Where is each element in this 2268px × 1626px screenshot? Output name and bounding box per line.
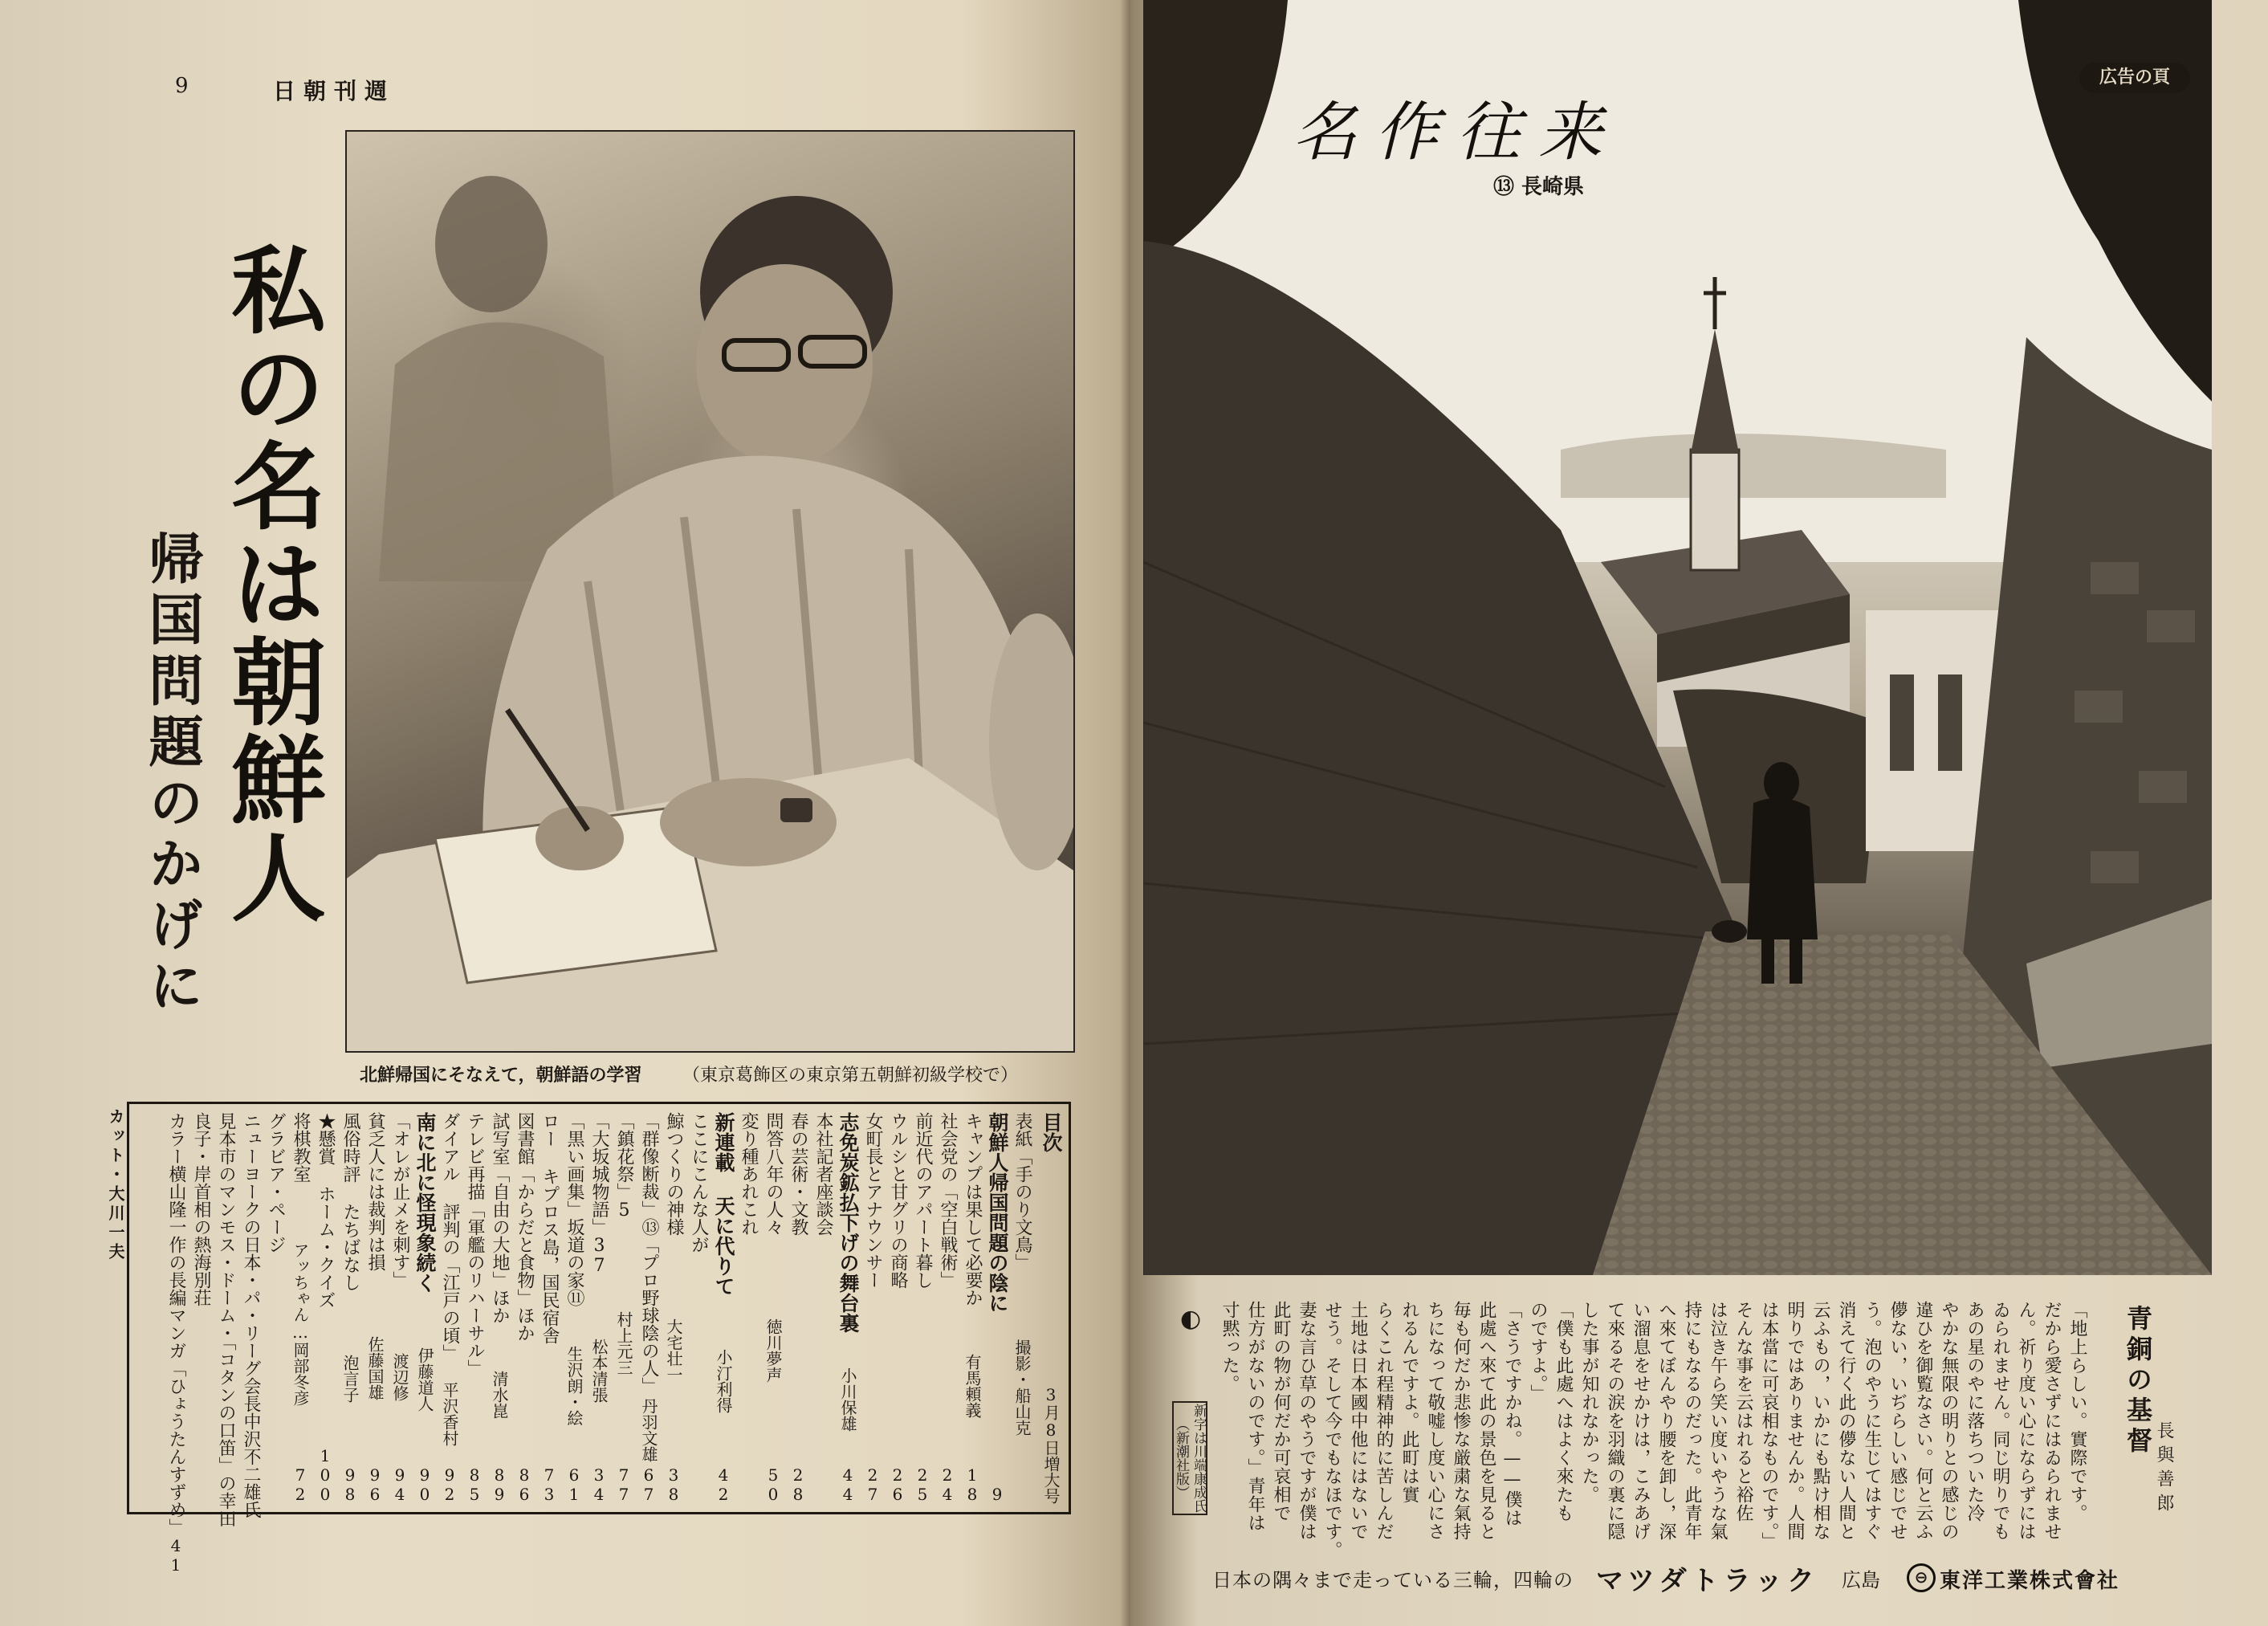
toc-entry[interactable] xyxy=(588,1112,610,1504)
story-column: 違ひを御覧なさい。何と云ふ xyxy=(1913,1301,1933,1541)
toc-entry-page: 24 xyxy=(938,1465,957,1504)
toc-entry-title: 社会党の「空白戦術」 xyxy=(938,1112,958,1289)
toc-entry-title: 貧乏人には裁判は損 xyxy=(365,1112,385,1271)
toc-header xyxy=(1040,1112,1062,1504)
story-source-box xyxy=(1172,1401,1207,1515)
company-logo-icon: ⊖ xyxy=(1907,1563,1936,1592)
toc-entry[interactable] xyxy=(189,1112,212,1504)
toc-entry-page: 86 xyxy=(515,1465,534,1504)
photo-figures xyxy=(347,132,1073,1051)
headline: 私の名は朝鮮人 xyxy=(215,241,326,927)
toc-entry-page: 61 xyxy=(564,1465,584,1504)
toc-entry[interactable] xyxy=(986,1112,1008,1504)
toc-entry-title: 良子・岸首相の熱海別荘 xyxy=(191,1112,211,1306)
toc-entry[interactable] xyxy=(936,1112,959,1504)
toc-entry-title: キャンプは果して必要か xyxy=(963,1112,983,1306)
story-author: 長與善郎 xyxy=(2154,1421,2174,1518)
story-title: 青銅の基督 xyxy=(2123,1305,2153,1457)
story-column: へ來てぼんやり腰を卸し，深 xyxy=(1656,1301,1676,1541)
toc-entry-title: ★懸賞 ホーム・クイズ xyxy=(316,1112,336,1309)
toc-entry[interactable] xyxy=(438,1112,461,1504)
story-column: 消えて行く此の儚ない人間と xyxy=(1836,1301,1856,1541)
toc-entry[interactable] xyxy=(364,1112,386,1504)
toc-entry-title: 鯨つくりの神様 xyxy=(664,1112,684,1236)
toc-entry-title: 春の芸術・文教 xyxy=(788,1112,808,1236)
toc-entry-page: 90 xyxy=(415,1465,434,1504)
toc-entry-author: アッちゃん…岡部冬彦 xyxy=(291,1242,310,1406)
story-column: した事が知れなかった。 xyxy=(1579,1301,1599,1504)
toc-entry[interactable] xyxy=(239,1112,262,1518)
toc-entry-page: 41 xyxy=(166,1536,185,1575)
toc-entry-page: 73 xyxy=(540,1465,559,1504)
toc-entry[interactable] xyxy=(837,1112,859,1504)
folio-number: 9 xyxy=(175,74,189,98)
story-column: ちになって敬嘘し度い心にさ xyxy=(1425,1301,1445,1541)
story-column: 妻な言ひ草のやうですが僕は xyxy=(1297,1301,1317,1541)
toc-entry-title: 問答八年の人々 xyxy=(763,1112,784,1236)
toc-entry-title: 変り種あれこれ xyxy=(739,1112,759,1236)
story-column: ん。祈り度い心にならずには xyxy=(2016,1301,2036,1541)
series-title: 名作往来 xyxy=(1293,95,1620,169)
story-column: 寸黙った。 xyxy=(1220,1301,1240,1393)
story-column: せう。そして今でもなほです。 xyxy=(1322,1301,1342,1559)
story-column: 「さうですかね。——僕は xyxy=(1502,1301,1522,1527)
toc-entry[interactable] xyxy=(289,1112,311,1504)
toc-entry[interactable] xyxy=(637,1112,660,1504)
toc-entry-page: 96 xyxy=(365,1465,385,1504)
toc-entry-author: 平沢香村 xyxy=(440,1381,459,1446)
toc-entry[interactable] xyxy=(1011,1112,1033,1504)
footer-ad-tagline: 日本の隅々まで走っている三輪，四輪の xyxy=(1212,1569,1574,1591)
story-source: （新潮社版） xyxy=(1173,1417,1189,1499)
toc-entry-author: 小川保雄 xyxy=(838,1367,857,1432)
toc-entry-title: 風俗時評 たちばなし xyxy=(340,1112,360,1291)
toc-entry-title: 図書館「からだと食物」ほか xyxy=(515,1112,535,1342)
toc-heading: 目次 xyxy=(1040,1112,1063,1152)
toc-entry[interactable] xyxy=(538,1112,560,1504)
toc-entry-title: 女町長とアナウンサー xyxy=(863,1112,883,1289)
story-column: やかな無限の明りとの感じの xyxy=(1939,1301,1959,1541)
photo-caption: 北鮮帰国にそなえて，朝鮮語の学習 xyxy=(360,1066,642,1086)
toc-entry[interactable] xyxy=(687,1112,710,1504)
story-column: 持にもなるのだった。此青年 xyxy=(1682,1301,1702,1541)
toc-entry[interactable] xyxy=(662,1112,685,1504)
toc-entry-title: 見本市のマンモス・ドーム・「コタンの口笛」の幸田 xyxy=(216,1112,236,1527)
toc-entry-page: 28 xyxy=(788,1465,808,1504)
footer-ad-city: 広島 xyxy=(1842,1569,1880,1591)
toc-entry[interactable] xyxy=(613,1112,635,1504)
story-column: 明りではありませんか。人間 xyxy=(1785,1301,1805,1541)
toc-entry-author: 伊藤道人 xyxy=(415,1347,434,1412)
toc-entry[interactable] xyxy=(488,1112,511,1504)
toc-entry-title: ここにこんな人が xyxy=(689,1112,709,1253)
toc-entry[interactable] xyxy=(812,1112,834,1504)
toc-entry-author: 徳川夢声 xyxy=(763,1318,783,1383)
photo-caption-location: （東京葛飾区の東京第五朝鮮初級学校で） xyxy=(682,1066,1019,1086)
magazine-name: 週刊朝日 xyxy=(273,78,396,104)
toc-entry-author: 村上元三 xyxy=(614,1310,633,1375)
footer-ad-product: マツダトラック xyxy=(1596,1565,1819,1597)
decorative-mark: ◐ xyxy=(1180,1305,1202,1333)
toc-entry-author: 有馬頼義 xyxy=(963,1354,982,1418)
toc-entry[interactable] xyxy=(787,1112,809,1504)
story-column: は泣き午ら笑い度いやうな氣 xyxy=(1708,1301,1728,1541)
toc-entry-title: ウルシと甘グリの商略 xyxy=(888,1112,908,1289)
story-column: は本當に可哀相なものです。」 xyxy=(1759,1301,1779,1551)
toc-entry[interactable] xyxy=(911,1112,934,1504)
toc-entry-author: 泡言子 xyxy=(340,1354,360,1403)
toc-entry-author: 生沢朗・絵 xyxy=(564,1346,584,1426)
toc-entry[interactable] xyxy=(463,1112,486,1504)
toc-entry-page: 18 xyxy=(963,1465,982,1504)
toc-entry-page: 50 xyxy=(763,1465,783,1504)
toc-entry[interactable] xyxy=(961,1112,983,1504)
story-column: 云ふもの，いかにも點け相な xyxy=(1810,1301,1830,1541)
toc-entry-page: 98 xyxy=(340,1465,360,1504)
toc-entry-title: 新連載 天に代りて xyxy=(712,1112,735,1296)
toc-entry-page: 25 xyxy=(913,1465,932,1504)
toc-credit: カット・大川一夫 xyxy=(106,1108,125,1262)
left-page xyxy=(0,0,1130,1626)
story-column: そんな事を云はれると裕佐 xyxy=(1733,1301,1753,1522)
toc-entry-page: 38 xyxy=(664,1465,683,1504)
toc-entry[interactable] xyxy=(413,1112,436,1504)
toc-entry-page: 85 xyxy=(465,1465,484,1504)
story-column: ゐられません。同じ明りでも xyxy=(1990,1301,2010,1541)
toc-entry-title: 表紙「手のり文鳥」 xyxy=(1012,1112,1032,1271)
toc-entry-title: 本社記者座談会 xyxy=(813,1112,833,1236)
table-of-contents xyxy=(127,1102,1071,1575)
toc-entry-page: 67 xyxy=(639,1465,658,1504)
story-column: れるんですよ。此町は實 xyxy=(1399,1301,1419,1504)
toc-entry-author: 丹羽文雄 xyxy=(639,1398,658,1462)
toc-entry-page: 92 xyxy=(440,1465,459,1504)
toc-entry-page: 26 xyxy=(888,1465,907,1504)
toc-entry-title: 朝鮮人帰国問題の陰に xyxy=(986,1112,1009,1313)
story-column: 土地は日本國中他にはないで xyxy=(1348,1301,1368,1541)
toc-entry-page: 94 xyxy=(390,1465,409,1504)
story-column: 毎も何だか悲惨な厳粛な氣持 xyxy=(1451,1301,1471,1541)
toc-entry-author: 撮影・船山克 xyxy=(1012,1339,1032,1436)
toc-entry-title: 試写室「自由の大地」ほか xyxy=(490,1112,510,1324)
story-column: らくこれ程精神的に苦しんだ xyxy=(1374,1301,1394,1541)
toc-entry-title: 志免炭鉱払下げの舞台裏 xyxy=(837,1112,860,1333)
toc-entry-author: 大宅壮一 xyxy=(664,1318,683,1383)
story-column: 此町の物が何だか可哀相で xyxy=(1271,1301,1291,1522)
toc-entry-title: 南に北に怪現象続く xyxy=(413,1112,437,1293)
story-column: のですよ。」 xyxy=(1528,1301,1548,1403)
church-slope-scene xyxy=(1143,0,2212,1275)
toc-entry-title: ロー キプロス島，国民宿舎 xyxy=(540,1112,560,1344)
story-column: あの星のやに落ちついた冷 xyxy=(1965,1301,1985,1522)
toc-entry[interactable] xyxy=(264,1112,287,1504)
toc-entry-title: 「オレが止メを刺す」 xyxy=(390,1112,410,1289)
story-column: い溜息をせかけは，こみあげ xyxy=(1631,1301,1651,1541)
prefecture-label: ⑬ 長崎県 xyxy=(1493,175,1585,199)
toc-entry-title: 将棋教室 xyxy=(291,1112,311,1183)
toc-entry-author: 佐藤国雄 xyxy=(365,1336,385,1400)
toc-entry-title: 「群像断裁」⑬「プロ野球陰の人」 xyxy=(639,1112,659,1395)
subhead: 帰国問題のかげに xyxy=(140,530,203,1018)
toc-entry-author: 小汀利得 xyxy=(714,1348,733,1413)
toc-entry-page: 72 xyxy=(291,1465,310,1504)
toc-entry-title: ダイアル 評判の「江戸の頃」 xyxy=(440,1112,460,1362)
story-excerpt xyxy=(1220,1301,2087,1559)
toc-entry[interactable] xyxy=(861,1112,884,1504)
story-column: 「地上らしい。實際です。 xyxy=(2067,1301,2087,1522)
nagasaki-photo xyxy=(1143,0,2212,1275)
toc-entry-title: テレビ再描「軍艦のリハーサル」 xyxy=(465,1112,485,1377)
toc-entry[interactable] xyxy=(563,1112,585,1504)
story-column: だから愛さずにはゐられませ xyxy=(2042,1301,2062,1541)
toc-entry[interactable] xyxy=(339,1112,361,1504)
toc-entry[interactable] xyxy=(513,1112,535,1504)
toc-issue-date: 3月8日増大号 xyxy=(1041,1385,1061,1504)
story-column: 儚ない，いぢらしい感じでせ xyxy=(1887,1301,1908,1541)
ad-page-tag: 広告の頁 xyxy=(2079,63,2190,93)
story-column: て來るその涙を羽織の裏に隠 xyxy=(1605,1301,1625,1541)
toc-entry[interactable] xyxy=(712,1112,735,1504)
toc-entry-page: 27 xyxy=(863,1465,882,1504)
toc-entry-author: 松本清張 xyxy=(589,1339,609,1403)
toc-entry-title: 「鎮花祭」5 xyxy=(614,1112,634,1221)
toc-entry[interactable] xyxy=(762,1112,784,1504)
toc-entry[interactable] xyxy=(737,1112,759,1504)
toc-entry-page: 42 xyxy=(714,1465,733,1504)
toc-entry-author: 清水崑 xyxy=(490,1371,509,1419)
toc-entry-page: 77 xyxy=(614,1465,633,1504)
story-column: う。泡のやうに生じてはすぐ xyxy=(1862,1301,1882,1541)
toc-entry[interactable] xyxy=(389,1112,411,1504)
toc-entry-page: 34 xyxy=(589,1465,609,1504)
story-source-note: 新字は川端康成氏 xyxy=(1191,1404,1207,1513)
toc-entry-page: 9 xyxy=(987,1485,1007,1504)
toc-entry-title: 「黒い画集」坂道の家⑪ xyxy=(564,1112,584,1306)
toc-entry-title: 「大坂城物語」37 xyxy=(589,1112,609,1276)
toc-entry-author: 渡辺修 xyxy=(390,1353,409,1401)
toc-entry[interactable] xyxy=(314,1112,336,1504)
toc-entry-page: 44 xyxy=(838,1465,857,1504)
toc-entry[interactable] xyxy=(214,1112,237,1527)
article-photo xyxy=(345,130,1075,1053)
story-column: 此處へ來て此の景色を見ると xyxy=(1476,1301,1496,1541)
toc-entry-page: 100 xyxy=(316,1446,335,1504)
toc-entry-title: グラビア・ページ xyxy=(266,1112,286,1253)
toc-entry[interactable] xyxy=(165,1112,187,1575)
story-column: 仕方がないのです。」青年は xyxy=(1245,1301,1265,1532)
toc-entry-page: 89 xyxy=(490,1465,509,1504)
toc-entry-title: 前近代のアパート暮し xyxy=(913,1112,933,1289)
toc-entry[interactable] xyxy=(886,1112,909,1504)
toc-entry-title: ニューヨークの日本・パ・リーグ会長中沢不二雄氏 xyxy=(241,1112,261,1518)
toc-entry-title: カラー横山隆一作の長編マンガ「ひょうたんすずめ」 xyxy=(166,1112,186,1536)
story-column: 「僕も此處へはよく來たも xyxy=(1553,1301,1574,1522)
footer-ad-company: 東洋工業株式會社 xyxy=(1940,1569,2120,1593)
